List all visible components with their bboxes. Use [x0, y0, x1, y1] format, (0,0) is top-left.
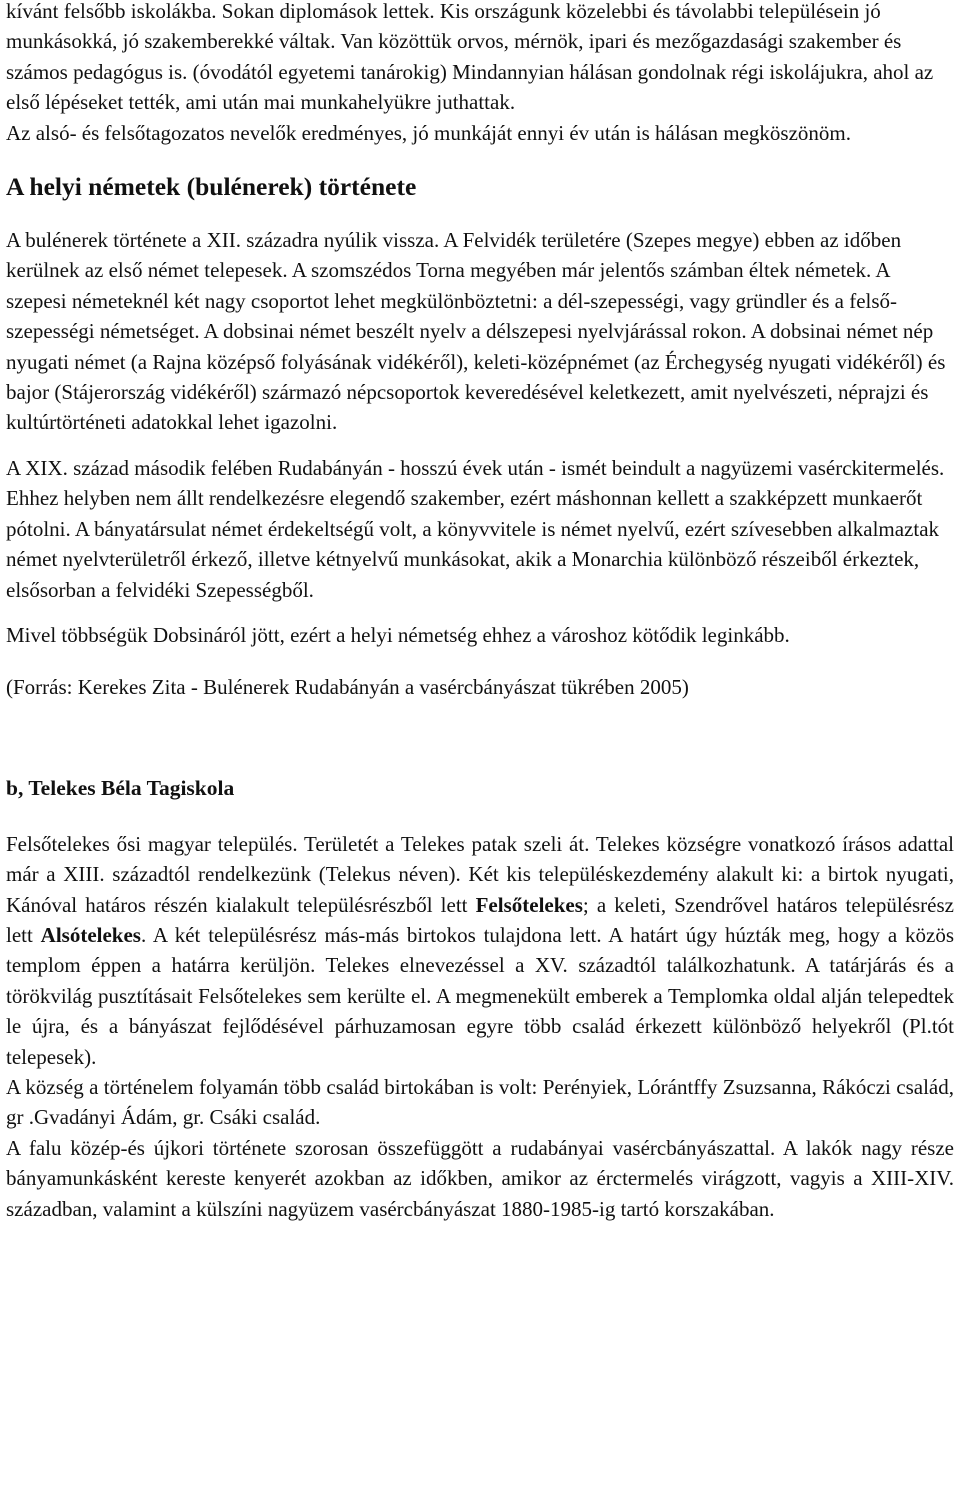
bold-place-name-felsotelekes: Felsőtelekes: [475, 892, 583, 917]
intro-paragraph: kívánt felsőbb iskolákba. Sokan diplomások lettek. Kis országunk közelebbi és távolabbi településein jó munkásokká, jó szakemberekké váltak. Van közöttük orvos, mérnök, ipari és mezőgazdasági szakember és számos pedagógus is. (óvodától egyetemi tanárokig) Mindannyian hálásan gondolnak régi iskolájukra, ahol az első lépéseket tették, ami után mai munkahelyükre juthattak.: [6, 0, 934, 115]
text-run: Felsőtelekes ősi magyar település. Területét a Telekes patak szeli át. Telekes községre vonatkozó írásos adattal már a XIII. századtól rendelkezünk (Telekus néven). Két kis településkezdemény alakult ki: a birtok nyugati, Kánóval határos részén kialakult településrészből lett: [6, 831, 954, 917]
bulenerek-history-paragraph: A bulénerek története a XII. századra nyúlik vissza. A Felvidék területére (Szepes megye) ebben az időben kerülnek az első német telepesek. A szomszédos Torna megyében már jelentős számban éltek németek. A szepesi németeknél két nagy csoportot lehet megkülönböztetni: a dél-szepességi, vagy gründler és a felső-szepességi németséget. A dobsinai német beszélt nyelv a délszepesi nyelvjárással rokon. A dobsinai német nép nyugati német (a Rajna középső folyásának vidékéről), keleti-középnémet (az Érchegység nyugati vidékéről) és bajor (Stájerország vidékéről) származó népcsoportok keveredésével keletkezett, amit nyelvészeti, néprajzi és kultúrtörténeti adatokkal lehet igazolni.: [6, 228, 946, 435]
felsotelekes-history-paragraph: [6, 829, 954, 1072]
bold-place-name-alsotelekes: Alsótelekes: [40, 922, 141, 947]
rudabanya-mining-paragraph: A XIX. század második felében Rudabányán - hosszú évek után - ismét beindult a nagyüzemi vasérckitermelés. Ehhez helyben nem állt rendelkezésre elegendő szakember, ezért máshonnan kellett a szakképzett munkaerőt pótolni. A bányatársulat német érdekeltségű volt, a könyvvitele is német nyelvű, ezért szívesebben alkalmaztak német nyelvterületről érkező, illetve kétnyelvű munkásokat, akik a Monarchia különböző részeiből érkeztek, elsősorban a felvidéki Szepességből.: [6, 455, 945, 602]
section-heading-telekes: b, Telekes Béla Tagiskola: [6, 775, 235, 800]
section-heading-bulenerek: A helyi németek (bulénerek) története: [6, 172, 417, 202]
intro-thanks-paragraph: Az alsó- és felsőtagozatos nevelők eredményes, jó munkáját ennyi év után is hálásan megköszönöm.: [6, 120, 852, 145]
text-run: . A két településrész más-más birtokos tulajdona lett. A határt úgy húzták meg, hogy a közös templom éppen a határra kerüljön. Telekes elnevezéssel a XV. századtól találkozhatunk. A tatárjárás és a törökvilág pusztításait Felsőtelekes sem kerülte el. A megmenekült emberek a Templomka oldal alján telepedtek le újra, és a bányászat fejlődésével párhuzamosan egyre több család érkezett különböző helyekről (Pl.tót telepesek).: [6, 922, 955, 1069]
mining-history-paragraph: A falu közép-és újkori története szorosan összefüggött a rudabányai vasércbányászattal. A lakók nagy része bányamunkásként kereste kenyerét azokban az időkben, amikor az érctermelés virágzott, vagyis a XIII-XIV. században, valamint a külszíni nagyüzem vasércbányászat 1880-1985-ig tartó korszakában.: [6, 1135, 954, 1221]
owners-paragraph: A község a történelem folyamán több család birtokában is volt: Perényiek, Lórántffy Zsuzsanna, Rákóczi család, gr .Gvadányi Ádám, gr. Csáki család.: [6, 1074, 954, 1130]
source-citation: (Forrás: Kerekes Zita - Bulénerek Rudabányán a vasércbányászat tükrében 2005): [6, 675, 689, 700]
dobsina-origin-paragraph: Mivel többségük Dobsináról jött, ezért a helyi németség ehhez a városhoz kötődik leginkább.: [6, 622, 790, 647]
text-run: ; a keleti, Szendrővel határos településrész lett: [6, 892, 954, 947]
